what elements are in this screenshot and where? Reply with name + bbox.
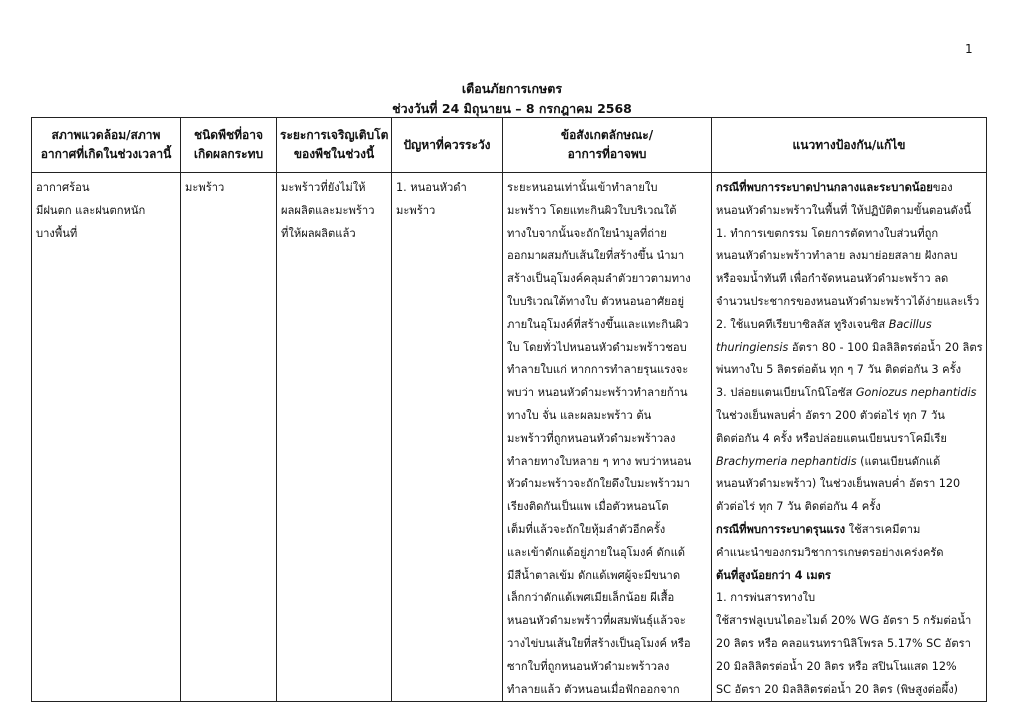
prevention-line: 3. ปล่อยแตนเบียนโกนิโอซัส Goniozus nephantidis [716,386,977,400]
cell-symptoms: ระยะหนอนเท่านั้นเข้าทำลายใบ มะพร้าว โดยแทะกินผิวใบบริเวณใต้ ทางใบจากนั้นจะถักใยนำมูลที่ถ่าย ออกมาผสมกับเส้นใยที่สร้างขึ้น นำมา สร้างเป็นอุโมงค์คลุมลำตัวยาวตามทาง ใบบริเวณใต้ทางใบ ตัวหนอนอาศัยอยู่ ภายในอุโมงค์ที่สร้างขึ้นและแทะกินผิว ใบ โดยทั่วไปหนอนหัวดำมะพร้าวชอบ ทำลายใบแก่ หากการทำลายรุนแรงจะ พบว่า หนอนหัวดำมะพร้าวทำลายก้าน ทางใบ จั่น และผลมะพร้าว ต้น มะพร้าวที่ถูกหนอนหัวดำมะพร้าวลง ทำลายทางใบหลาย ๆ ทาง พบว่าหนอน หัวดำมะพร้าวจะถักใยดึงใบมะพร้าวมา เรียงติดกันเป็นแพ เมื่อตัวหนอนโต เต็มที่แล้วจะถักใยหุ้มลำตัวอีกครั้ง และเข้าดักแด้อยู่ภายในอุโมงค์ ดักแด้ มีสีน้ำตาลเข้ม ดักแด้เพศผู้จะมีขนาด เล็กกว่าดักแด้เพศเมียเล็กน้อย ผีเสื้อ หนอนหัวดำมะพร้าวที่ผสมพันธุ์แล้วจะ วางไข่บนเส้นใยที่สร้างเป็นอุโมงค์ หรือ ซากใบที่ถูกหนอนหัวดำมะพร้าวลง ทำลายแล้ว ตัวหนอนเมื่อฟักออกจาก [503,173,712,702]
header-crop-type: ชนิดพืชที่อาจ เกิดผลกระทบ [181,118,277,173]
prevention-line: 20 มิลลิลิตรต่อน้ำ 20 ลิตร หรือ สปินโนแสด 12% [716,659,957,673]
prevention-line: พ่นทางใบ 5 ลิตรต่อต้น ทุก ๆ 7 วัน ติดต่อกัน 3 ครั้ง [716,363,962,377]
warning-table [31,117,987,702]
header-prevention: แนวทางป้องกัน/แก้ไข [712,118,987,173]
cell-problem: 1. หนอนหัวดำ มะพร้าว [392,173,503,702]
page-number: 1 [965,42,973,56]
prevention-line: กรณีที่พบการระบาดรุนแรง ใช้สารเคมีตาม [716,522,921,536]
document-subtitle: ช่วงวันที่ 24 มิถุนายน – 8 กรกฎาคม 2568 [392,101,632,116]
prevention-line: ติดต่อกัน 4 ครั้ง หรือปล่อยแตนเบียนบราโคมีเรีย [716,431,947,445]
header-environment: สภาพแวดล้อม/สภาพ อากาศที่เกิดในช่วงเวลานี้ [32,118,181,173]
header-growth-stage: ระยะการเจริญเติบโต ของพืชในช่วงนี้ [277,118,392,173]
prevention-line: 1. การพ่นสารทางใบ [716,591,816,605]
prevention-line: คำแนะนำของกรมวิชาการเกษตรอย่างเคร่งครัด [716,545,944,559]
prevention-line: ตัวต่อไร่ ทุก 7 วัน ติดต่อกัน 4 ครั้ง [716,500,881,514]
prevention-line: ต้นที่สูงน้อยกว่า 4 เมตร [716,568,831,582]
cell-crop-type: มะพร้าว [181,173,277,702]
document-title: เตือนภัยการเกษตร [461,81,563,96]
prevention-line: หนอนหัวดำมะพร้าวทำลาย ลงมาย่อยสลาย ฝังกลบ [716,249,958,263]
prevention-line: หนอนหัวดำมะพร้าวในพื้นที่ ให้ปฏิบัติตามขั้นตอนดังนี้ [716,203,972,217]
prevention-line: กรณีที่พบการระบาดปานกลางและระบาดน้อยของ [716,181,953,194]
table-row [32,173,987,702]
header-problem: ปัญหาที่ควรระวัง [392,118,503,173]
prevention-line: ในช่วงเย็นพลบค่ำ อัตรา 200 ตัวต่อไร่ ทุก 7 วัน [716,408,945,422]
prevention-line: หรือจมน้ำทันที เพื่อกำจัดหนอนหัวดำมะพร้าว ลด [716,272,949,286]
cell-growth-stage: มะพร้าวที่ยังไม่ให้ ผลผลิตและมะพร้าว ที่ให้ผลผลิตแล้ว [277,173,392,702]
prevention-line: 1. ทำการเขตกรรม โดยการตัดทางใบส่วนที่ถูก [716,226,939,240]
cell-environment: อากาศร้อน มีฝนตก และฝนตกหนัก บางพื้นที่ [32,173,181,702]
prevention-line: SC อัตรา 20 มิลลิลิตรต่อน้ำ 20 ลิตร (พิษสูงต่อผึ้ง) [716,682,959,696]
prevention-line: 2. ใช้แบคทีเรียบาซิลลัส ทูริงเจนซิส Bacillus [716,317,932,331]
prevention-line: หนอนหัวดำมะพร้าว) ในช่วงเย็นพลบค่ำ อัตรา 120 [716,477,961,491]
table-header-row [32,118,987,173]
cell-prevention [712,173,987,702]
prevention-line: thuringiensis อัตรา 80 - 100 มิลลิลิตรต่อน้ำ 20 ลิตร [716,340,983,354]
prevention-line: Brachymeria nephantidis (แตนเบียนดักแด้ [716,454,941,468]
header-symptoms: ข้อสังเกตลักษณะ/ อาการที่อาจพบ [503,118,712,173]
prevention-line: ใช้สารฟลูเบนไดอะไมด์ 20% WG อัตรา 5 กรัมต่อน้ำ [716,614,972,628]
prevention-line: จำนวนประชากรของหนอนหัวดำมะพร้าวได้ง่ายและเร็ว [716,294,980,308]
prevention-line: 20 ลิตร หรือ คลอแรนทรานิลิโพรล 5.17% SC อัตรา [716,636,971,650]
